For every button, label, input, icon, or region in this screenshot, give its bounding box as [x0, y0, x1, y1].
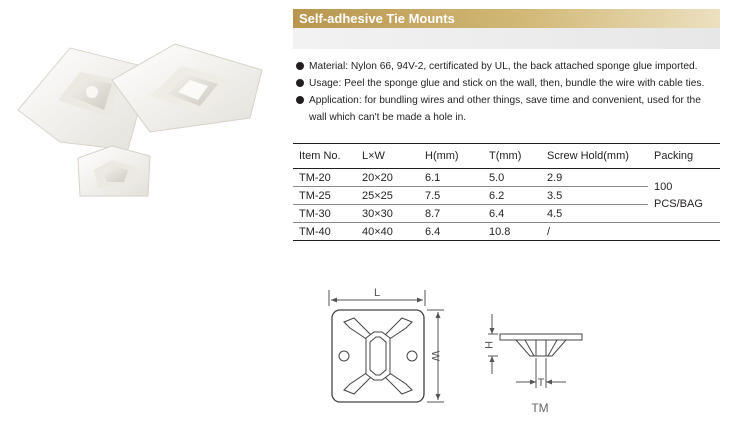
table-row [293, 223, 720, 241]
table-header-row [293, 144, 720, 169]
section-header [293, 9, 720, 28]
header-t: T(mm) [483, 144, 541, 169]
feature-list [296, 58, 721, 126]
cell-t: 6.4 [483, 205, 541, 223]
cell-screw: 2.9 [541, 169, 648, 187]
bullet-icon [296, 62, 304, 70]
packing-unit: PCS/BAG [654, 197, 703, 210]
technical-drawing [320, 284, 590, 422]
cell-item: TM-30 [293, 205, 356, 223]
cell-h: 6.1 [419, 169, 483, 187]
cell-h: 6.4 [419, 223, 483, 241]
cell-packing [648, 169, 720, 223]
cell-screw: 4.5 [541, 205, 648, 223]
header-lxw: L×W [356, 144, 419, 169]
header-screw-hold: Screw Hold(mm) [541, 144, 648, 169]
cell-t: 5.0 [483, 169, 541, 187]
feature-item-application [296, 92, 721, 126]
feature-item-usage [296, 75, 721, 92]
spec-table [293, 143, 720, 241]
cell-screw: / [541, 223, 648, 241]
header-packing: Packing [648, 144, 720, 169]
feature-text: Usage: Peel the sponge glue and stick on the wall, then, bundle the wire with cable ties. [309, 78, 705, 89]
header-item-no: Item No. [293, 144, 356, 169]
cell-h: 8.7 [419, 205, 483, 223]
cell-packing-empty [648, 223, 720, 241]
feature-text: Application: for bundling wires and other things, save time and convenient, used for the wall which can't be made a hole in. [309, 95, 701, 123]
diagram-caption: TM [531, 401, 549, 415]
cell-size: 40×40 [356, 223, 419, 241]
cell-size: 20×20 [356, 169, 419, 187]
dimension-label-w: W [429, 350, 441, 362]
header-band [293, 28, 720, 49]
cell-size: 25×25 [356, 187, 419, 205]
bullet-icon [296, 96, 304, 104]
dimension-label-t: T [537, 377, 545, 389]
feature-text: Material: Nylon 66, 94V-2, certificated by UL, the back attached sponge glue imported. [309, 61, 698, 72]
header-h: H(mm) [419, 144, 483, 169]
cell-t: 6.2 [483, 187, 541, 205]
section-title: Self-adhesive Tie Mounts [299, 11, 455, 26]
cell-item: TM-40 [293, 223, 356, 241]
cell-h: 7.5 [419, 187, 483, 205]
packing-quantity: 100 [654, 180, 673, 193]
table-row [293, 169, 720, 187]
cell-item: TM-25 [293, 187, 356, 205]
feature-item-material [296, 58, 721, 75]
dimension-label-h: H [482, 341, 494, 349]
bullet-icon [296, 79, 304, 87]
cell-size: 30×30 [356, 205, 419, 223]
cell-t: 10.8 [483, 223, 541, 241]
dimension-label-l: L [373, 287, 381, 299]
product-photo [0, 0, 285, 200]
cell-screw: 3.5 [541, 187, 648, 205]
cell-item: TM-20 [293, 169, 356, 187]
